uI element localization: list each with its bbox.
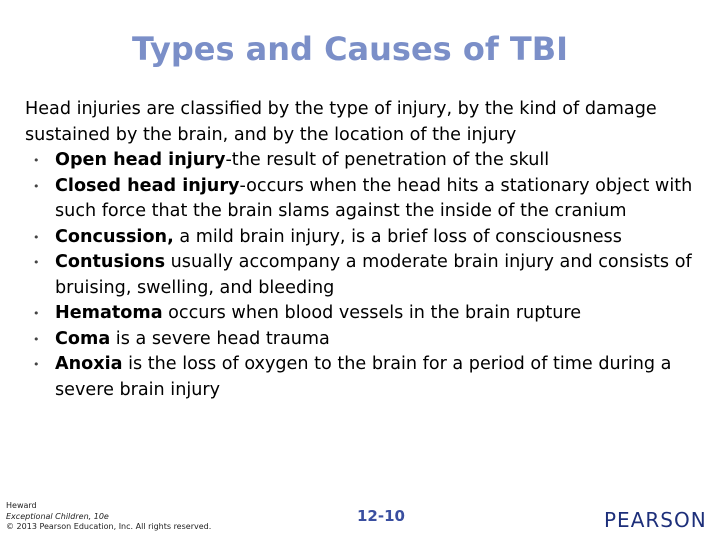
bullet-term: Hematoma — [55, 303, 163, 323]
bullet-term: Concussion, — [55, 226, 174, 247]
pearson-logo: PEARSON — [604, 508, 707, 532]
bullet-text: is a severe head trauma — [110, 328, 330, 349]
bullet-dot-icon: • — [33, 154, 40, 167]
bullet-term: Closed head injury — [55, 175, 240, 196]
bullet-term: Contusions — [55, 252, 166, 272]
footer-book-title: Exceptional Children, 10e — [6, 511, 109, 521]
bullet-dot-icon: • — [33, 179, 40, 193]
bullet-term: Anoxia — [55, 354, 123, 374]
bullet-dot-icon: • — [33, 230, 40, 244]
slide-title: Types and Causes of TBI — [131, 30, 569, 68]
bullet-text: -occurs when the head hits a stationary object with such force that the brain slams against the inside of the cranium — [55, 175, 693, 221]
bullet-term: Open head injury — [55, 150, 226, 170]
bullet-item — [33, 148, 705, 174]
bullet-item — [33, 225, 705, 251]
bullet-term: Coma — [55, 328, 111, 349]
bullet-item — [33, 174, 705, 225]
footer-credits — [6, 501, 211, 533]
bullet-text: usually accompany a moderate brain injury and consists of bruising, swelling, and bleeding — [55, 252, 692, 298]
bullet-text: is the loss of oxygen to the brain for a period of time during a severe brain injury — [55, 354, 672, 400]
bullet-dot-icon: • — [33, 358, 40, 371]
page-number: 12-10 — [357, 507, 405, 525]
intro-paragraph: Head injuries are classified by the type of injury, by the kind of damage sustained by the brain, and by the location of the injury — [25, 99, 657, 145]
bullet-item — [33, 301, 705, 327]
bullet-text: -the result of penetration of the skull — [225, 150, 550, 170]
bullet-text: occurs when blood vessels in the brain rupture — [162, 303, 582, 323]
bullet-item — [33, 250, 705, 301]
bullet-item — [33, 327, 705, 353]
bullet-text: a mild brain injury, is a brief loss of consciousness — [173, 226, 622, 247]
slide-body — [25, 97, 705, 403]
bullet-dot-icon: • — [33, 307, 40, 320]
bullet-dot-icon: • — [33, 332, 40, 346]
bullet-dot-icon: • — [33, 256, 40, 269]
bullet-item — [33, 352, 705, 403]
bullet-list — [25, 148, 705, 403]
footer-author: Heward — [6, 501, 37, 510]
footer-copyright: © 2013 Pearson Education, Inc. All rights reserved. — [6, 522, 212, 531]
